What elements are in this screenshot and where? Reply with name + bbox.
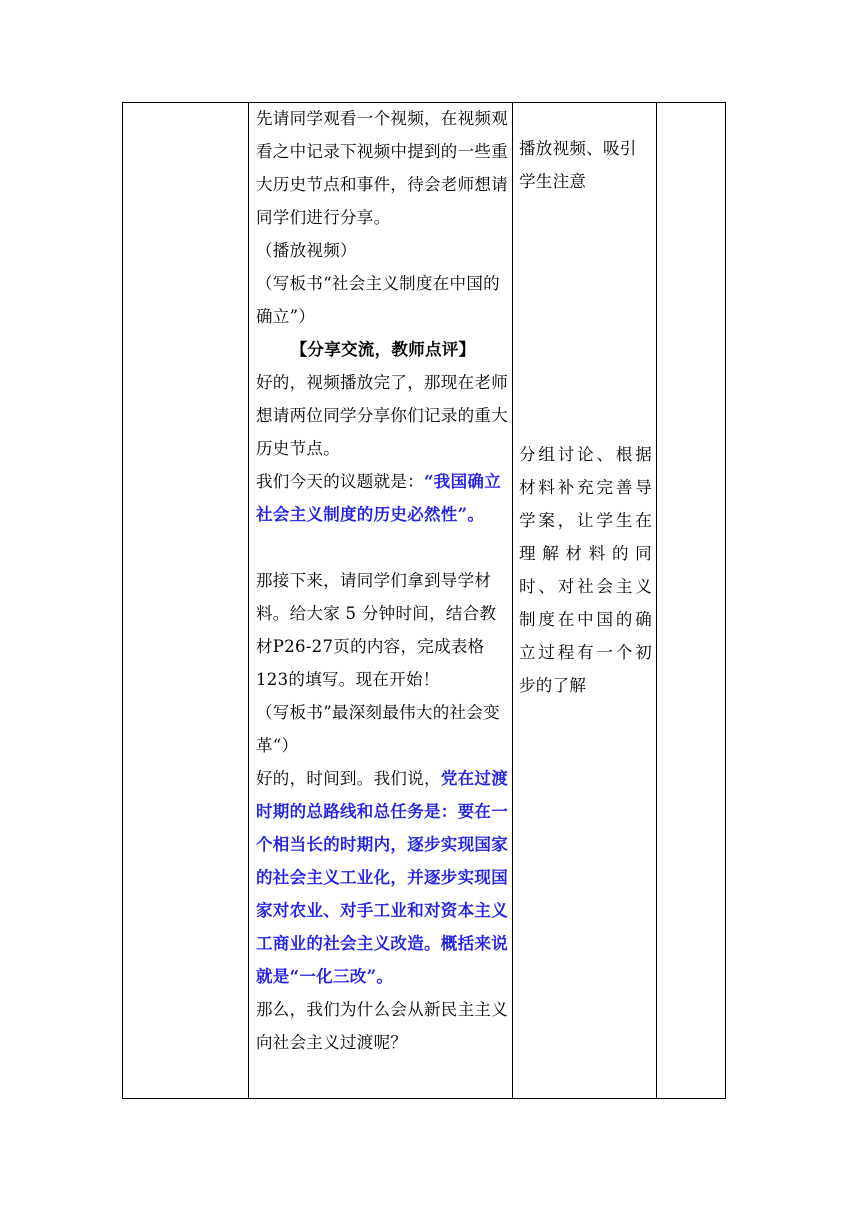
lesson-plan-table (122, 102, 726, 1099)
section-heading: 【分享交流，教师点评】 (290, 340, 476, 359)
intent-line: 制度在中国的确 (519, 610, 652, 629)
board-note-2: （写板书”最深刻最伟大的社会变革“） (256, 703, 500, 755)
intent-line: 理解材料的同 (519, 544, 652, 563)
general-line-highlight: 党在过渡时期的总路线和总任务是：要在一个相当长的时期内，逐步实现国家的社会主义工业化，并逐步实现国家对农业、对手工业和对资本主义工商业的社会主义改造。概括来说就是“一化三改”。 (256, 769, 509, 986)
share-paragraph: 好的，视频播放完了，那现在老师想请两位同学分享你们记录的重大历史节点。 (256, 373, 508, 458)
intent-line: 学生注意 (519, 172, 587, 191)
teacher-intro-paragraph: 先请同学观看一个视频，在视频观看之中记录下视频中提到的一些重大历史节点和事件，待会老师想请同学们进行分享。 (256, 109, 508, 227)
stage-cell (123, 103, 248, 1098)
intent-line: 立过程有一个初 (519, 643, 652, 662)
intent-line: 材料补充完善导 (519, 478, 652, 497)
topic-prefix: 我们今天的议题就是： (256, 472, 424, 491)
play-video-note: （播放视频） (256, 241, 357, 260)
intent-line: 分组讨论、根据 (519, 445, 652, 464)
topic-paragraph (256, 465, 510, 531)
general-line-prefix: 好的，时间到。我们说， (256, 769, 441, 788)
task-paragraph: 那接下来，请同学们拿到导学材料。给大家 5 分钟时间，结合教材P26-27页的内容，完成表格123的填写。现在开始！ (256, 571, 497, 689)
intent-line: 步的了解 (519, 676, 587, 695)
question-paragraph: 那么，我们为什么会从新民主主义向社会主义过渡呢？ (256, 1000, 508, 1052)
teacher-activity-cell (248, 103, 512, 1098)
intent-discussion (519, 438, 652, 702)
intent-line: 播放视频、吸引 (519, 139, 637, 158)
topic-text: “我国确立社会主义制度的历史必然性”。 (256, 472, 501, 524)
design-intent-cell (512, 103, 656, 1098)
notes-cell (656, 103, 725, 1098)
general-line-paragraph (256, 762, 510, 993)
board-note-1: （写板书“社会主义制度在中国的确立”） (256, 274, 500, 326)
intent-line: 时、对社会主义 (519, 577, 652, 596)
intent-video (519, 132, 652, 198)
intent-line: 学案，让学生在 (519, 511, 652, 530)
